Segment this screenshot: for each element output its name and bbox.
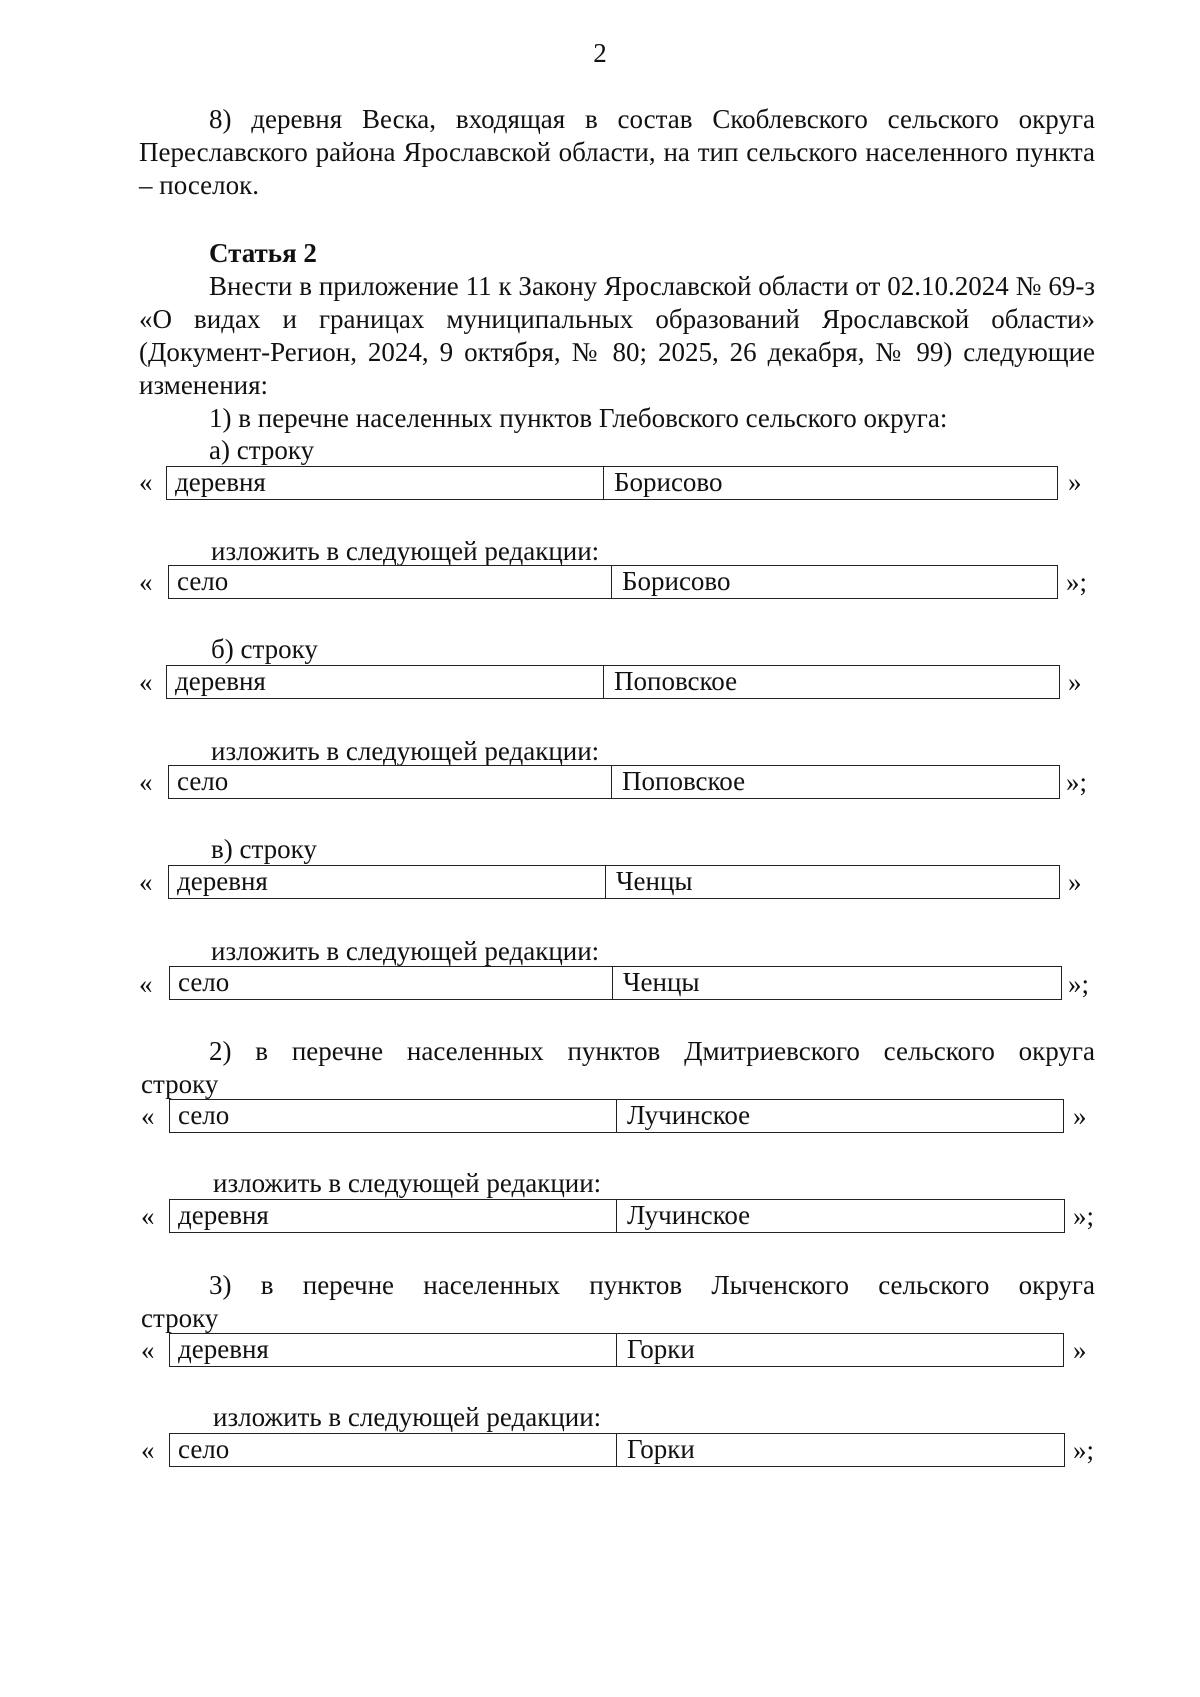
article-2-heading: Статья 2 [209, 238, 317, 268]
row-1v-new [169, 966, 1062, 1000]
section-3-title-cont: строку [141, 1303, 219, 1333]
section-3-title: 3) в перечне населенных пунктов Лыченского сельского округа [209, 1270, 1095, 1300]
row-1b-new [168, 765, 1060, 799]
section-1v-label: в) строку [211, 834, 317, 864]
settlement-type-cell: село [170, 1100, 617, 1132]
close-quote: » [1073, 1335, 1087, 1365]
settlement-name-cell: Горки [627, 1434, 695, 1464]
settlement-type-cell: деревня [170, 1334, 617, 1366]
open-quote: « [139, 667, 153, 697]
settlement-type-cell: село [169, 766, 612, 798]
section-1b-label: б) строку [211, 634, 318, 664]
settlement-type-cell: деревня [170, 1200, 617, 1232]
close-quote-semicolon: »; [1073, 1201, 1095, 1231]
section-2-title-cont: строку [141, 1069, 219, 1099]
close-quote: » [1073, 1101, 1087, 1131]
section-2-title: 2) в перечне населенных пунктов Дмитриевского сельского округа [209, 1036, 1095, 1066]
open-quote: « [139, 969, 153, 999]
settlement-name-cell: Лучинское [627, 1100, 751, 1130]
settlement-name-cell: Горки [627, 1334, 695, 1364]
open-quote: « [141, 1201, 155, 1231]
row-2-old [169, 1099, 1064, 1133]
section-1a-label: а) строку [209, 435, 315, 465]
settlement-name-cell: Поповское [614, 666, 738, 696]
row-3-new [169, 1433, 1065, 1467]
open-quote: « [141, 1435, 155, 1465]
settlement-type-cell: деревня [167, 666, 604, 698]
open-quote: « [141, 1101, 155, 1131]
section-1b-new-label: изложить в следующей редакции: [211, 736, 600, 766]
row-1a-old [166, 466, 1058, 500]
close-quote-semicolon: »; [1068, 969, 1090, 999]
settlement-name-cell: Поповское [622, 766, 746, 796]
open-quote: « [139, 567, 153, 597]
close-quote-semicolon: »; [1066, 567, 1088, 597]
settlement-name-cell: Ченцы [616, 866, 693, 896]
close-quote-semicolon: »; [1066, 767, 1088, 797]
item-8-paragraph: 8) деревня Веска, входящая в состав Скоблевского сельского округа Переславского района Ярославской области, на тип сельского населенного пункта – поселок. [139, 104, 1095, 200]
settlement-type-cell: село [170, 1434, 617, 1466]
settlement-type-cell: деревня [169, 866, 606, 898]
open-quote: « [139, 767, 153, 797]
close-quote: » [1068, 667, 1082, 697]
section-1v-new-label: изложить в следующей редакции: [211, 936, 600, 966]
row-2-new [169, 1199, 1065, 1233]
section-1-title: 1) в перечне населенных пунктов Глебовского сельского округа: [209, 403, 948, 433]
row-3-old [169, 1333, 1064, 1367]
open-quote: « [141, 1335, 155, 1365]
page-number: 2 [593, 38, 607, 68]
settlement-type-cell: деревня [167, 467, 604, 499]
section-2-new-label: изложить в следующей редакции: [213, 1168, 602, 1198]
close-quote-semicolon: »; [1073, 1435, 1095, 1465]
open-quote: « [139, 867, 153, 897]
row-1a-new [168, 565, 1058, 599]
close-quote: » [1068, 867, 1082, 897]
row-1b-old [166, 665, 1060, 699]
open-quote: « [139, 467, 153, 497]
settlement-type-cell: село [169, 566, 612, 598]
settlement-type-cell: село [170, 967, 613, 999]
section-3-new-label: изложить в следующей редакции: [213, 1402, 602, 1432]
settlement-name-cell: Ченцы [623, 967, 700, 997]
settlement-name-cell: Лучинское [627, 1200, 751, 1230]
close-quote: » [1068, 467, 1082, 497]
article-2-text: Внести в приложение 11 к Закону Ярославской области от 02.10.2024 № 69-з «О видах и границах муниципальных образований Ярославской области» (Документ-Регион, 2024, 9 октября, № 80; 2025, 26 декабря, № 99) следующие изменения: [139, 271, 1095, 400]
settlement-name-cell: Борисово [622, 566, 731, 596]
row-1v-old [168, 865, 1060, 899]
settlement-name-cell: Борисово [614, 467, 723, 497]
section-1a-new-label: изложить в следующей редакции: [211, 536, 600, 566]
